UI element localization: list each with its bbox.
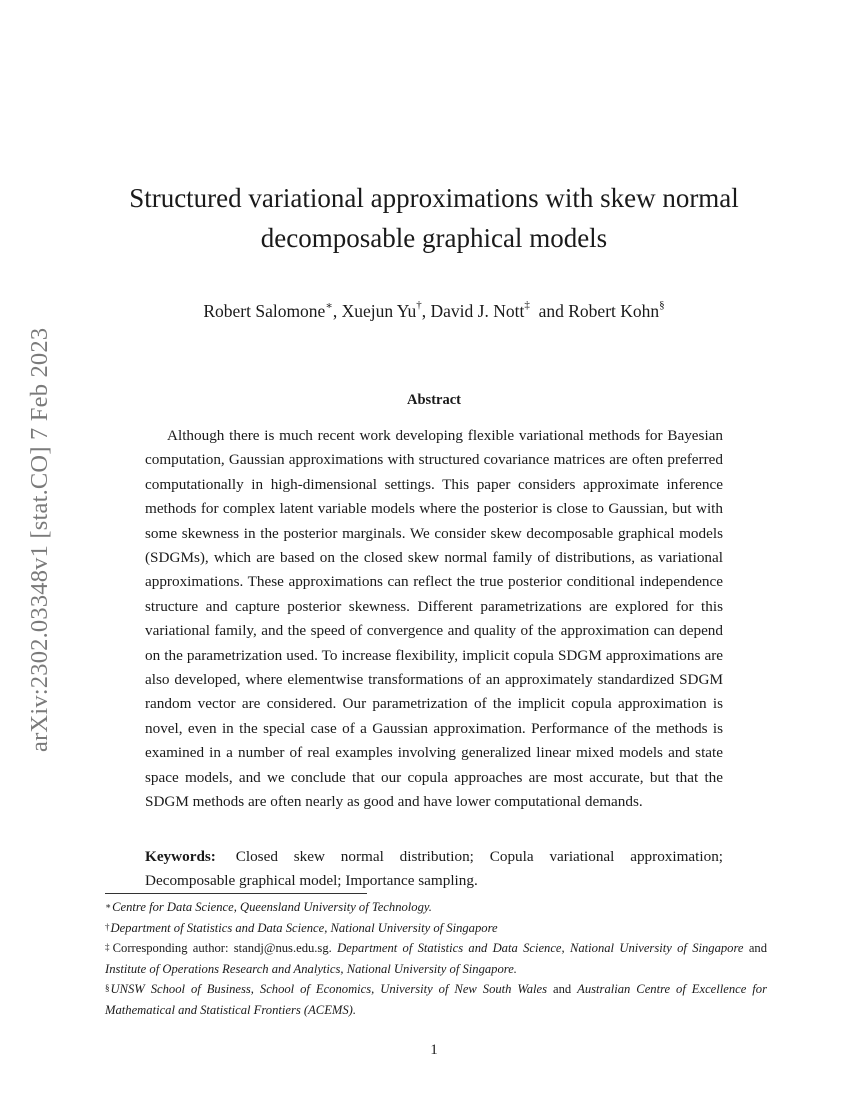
page-number: 1 [430, 1042, 438, 1058]
abstract-heading: Abstract [407, 392, 461, 408]
footnote-mark: ‡ [105, 942, 112, 952]
footnote-1 [105, 897, 767, 918]
keywords-label: Keywords: [145, 848, 216, 865]
footnote-divider [105, 893, 367, 894]
author-footnote-mark: ‡ [524, 299, 530, 311]
abstract-text: Although there is much recent work developing flexible variational methods for Bayesian computation, Gaussian approximations with structured covariance matrices are often preferred computationally in high-dimensional settings. This paper considers approximate inference methods for complex latent variable models where the posterior is close to Gaussian, but with some skewness in the posterior marginals. We consider skew decomposable graphical models (SDGMs), which are based on the closed skew normal family of distributions, as variational approximations. These approximations can reflect the true posterior conditional independence structure and capture posterior skewness. Different parametrizations are explored for this variational family, and the speed of convergence and quality of the approximation can depend on the parametrization used. To increase flexibility, implicit copula SDGM approximations are also developed, where elementwise transformations of an approximately standardized SDGM random vector are considered. Our parametrization of the implicit copula approximation is novel, even in the special case of a Gaussian approximation. Performance of the methods is examined in a number of real examples involving generalized linear mixed models and state space models, and we conclude that our copula approaches are most accurate, but that the SDGM methods are often nearly as good and have lower computational demands. [145, 427, 723, 811]
author-list [100, 301, 768, 322]
paper-title [100, 178, 768, 258]
author-separator: , [421, 301, 431, 321]
footnote-affiliation: Department of Statistics and Data Science, National University of Singapore [337, 941, 744, 955]
keywords [145, 845, 723, 893]
footnote-conjunction: and [748, 941, 767, 955]
arxiv-identifier-stamp: arXiv:2302.03348v1 [stat.CO] 7 Feb 2023 [26, 327, 53, 753]
author-separator: , [332, 301, 342, 321]
footnote-2 [105, 918, 767, 939]
footnote-mark: § [105, 983, 110, 993]
author-separator: and [529, 301, 569, 321]
footnotes [105, 897, 767, 1020]
keywords-text: Closed skew normal distribution; Copula variational approximation; Decomposable graphical model; Importance sampling. [145, 848, 724, 889]
footnote-mark: ∗ [105, 901, 112, 911]
footnote-conjunction: and [553, 982, 572, 996]
author-name: Robert Salomone [203, 301, 326, 321]
author-footnote-mark: † [416, 299, 422, 311]
footnote-affiliation: Institute of Operations Research and Analytics, National University of Singapore. [105, 961, 517, 976]
author-footnote-mark: ∗ [325, 300, 333, 312]
title-line-1: Structured variational approximations with skew normal [129, 183, 739, 213]
footnote-mark: † [105, 921, 110, 932]
footnote-affiliation: Department of Statistics and Data Science, National University of Singapore [110, 920, 498, 935]
author-name: David J. Nott [430, 301, 525, 321]
author-name: Xuejun Yu [341, 301, 417, 321]
footnote-affiliation: Australian Centre of Excellence for Mathematical and Statistical Frontiers (ACEMS). [105, 982, 767, 1017]
footnote-3 [105, 938, 767, 979]
footnote-corresponding-author: Corresponding author: standj@nus.edu.sg. [112, 941, 332, 955]
footnote-affiliation: Centre for Data Science, Queensland University of Technology. [112, 900, 432, 914]
footnote-4 [105, 979, 767, 1020]
title-line-2: decomposable graphical models [260, 223, 608, 253]
footnote-affiliation: UNSW School of Business, School of Economics, University of New South Wales [110, 982, 548, 996]
author-footnote-mark: § [659, 299, 665, 311]
author-name: Robert Kohn [568, 301, 660, 321]
